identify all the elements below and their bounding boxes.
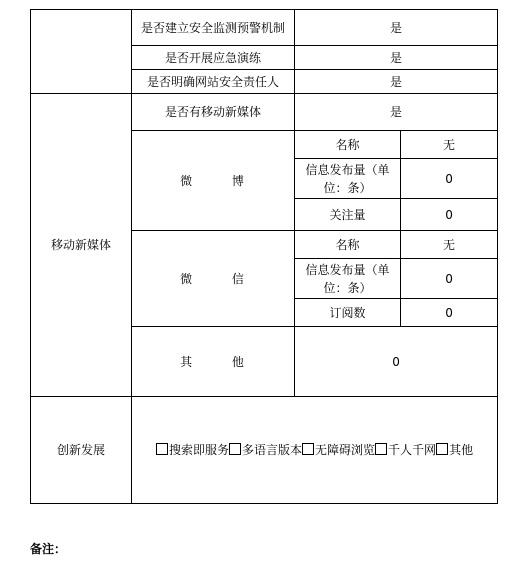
innovation-options [132,397,498,504]
weibo-name-label: 名称 [295,131,401,159]
row-value: 是 [295,46,498,70]
checkbox-icon[interactable] [436,443,448,455]
weixin-sub-value: 0 [401,299,498,327]
empty-label-cell [31,10,132,94]
weibo-label: 微 博 [132,131,295,231]
other-label: 其 他 [132,327,295,397]
row-value: 是 [295,10,498,46]
weixin-sub-label: 订阅数 [295,299,401,327]
weixin-name-label: 名称 [295,231,401,259]
checkbox-icon[interactable] [302,443,314,455]
mobile-section-label: 移动新媒体 [31,94,132,397]
weibo-follow-value: 0 [401,199,498,231]
has-mobile-label: 是否有移动新媒体 [132,94,295,131]
innovation-option[interactable]: 其他 [436,443,473,457]
remark-label: 备注： [30,542,67,556]
table-row [31,94,498,131]
table-row [31,10,498,46]
has-mobile-value: 是 [295,94,498,131]
checkbox-icon[interactable] [375,443,387,455]
other-value: 0 [295,327,498,397]
innovation-option[interactable]: 多语言版本 [229,443,302,457]
weixin-name-value: 无 [401,231,498,259]
weixin-label: 微 信 [132,231,295,327]
row-label: 是否建立安全监测预警机制 [132,10,295,46]
row-label: 是否明确网站安全责任人 [132,70,295,94]
weibo-name-value: 无 [401,131,498,159]
weixin-posts-value: 0 [401,259,498,299]
weixin-posts-label: 信息发布量（单位：条） [295,259,401,299]
innovation-option[interactable]: 千人千网 [375,443,436,457]
table-row [31,397,498,504]
checkbox-icon[interactable] [229,443,241,455]
checkbox-icon[interactable] [156,443,168,455]
row-label: 是否开展应急演练 [132,46,295,70]
innovation-section-label: 创新发展 [31,397,132,504]
weibo-posts-value: 0 [401,159,498,199]
row-value: 是 [295,70,498,94]
innovation-option[interactable]: 无障碍浏览 [302,443,375,457]
innovation-option[interactable]: 搜索即服务 [156,443,229,457]
weibo-posts-label: 信息发布量（单位：条） [295,159,401,199]
weibo-follow-label: 关注量 [295,199,401,231]
website-report-table [30,9,498,504]
